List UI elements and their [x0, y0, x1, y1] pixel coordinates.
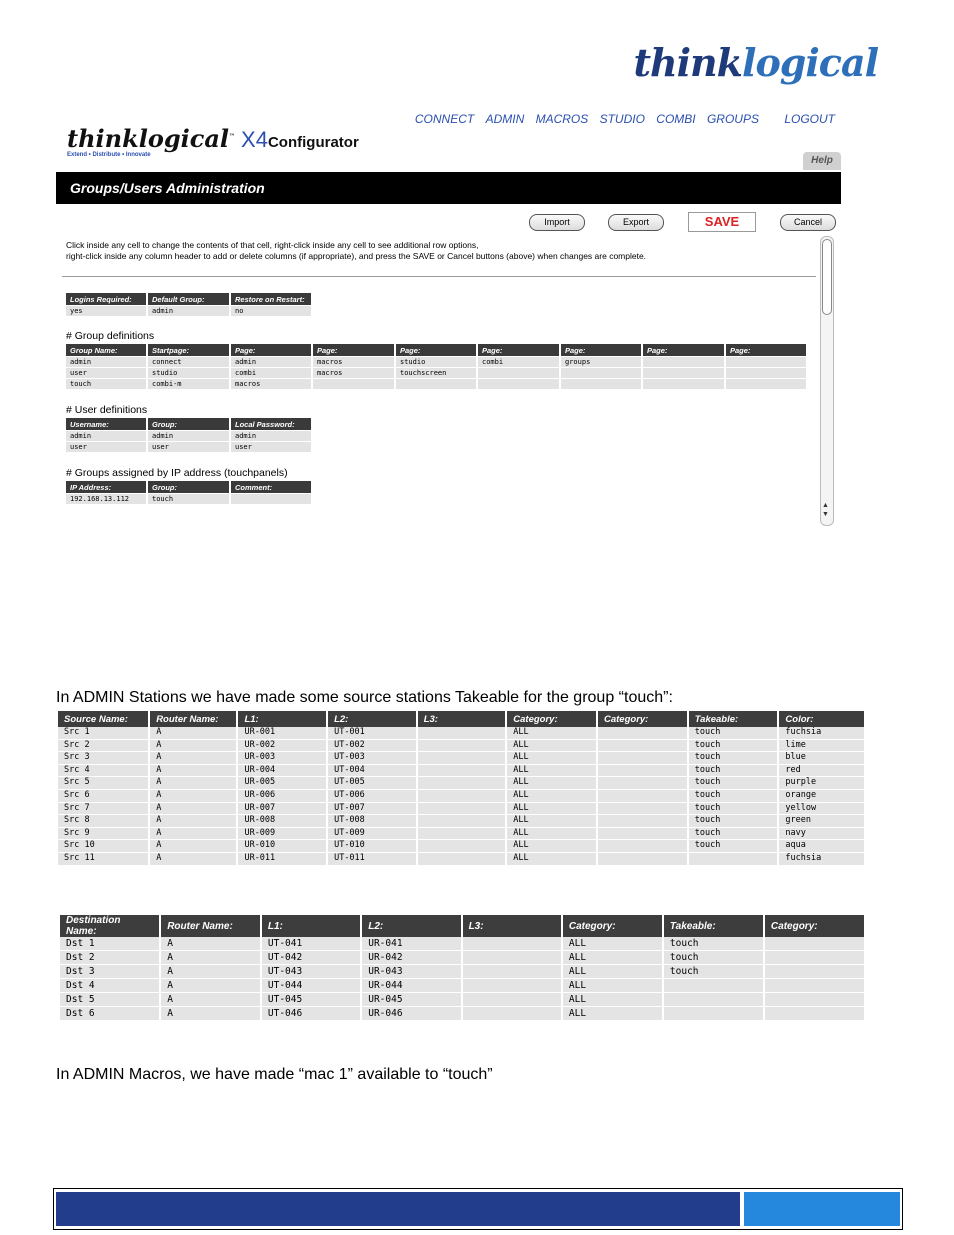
table-cell[interactable]: touch: [689, 840, 778, 853]
column-header[interactable]: Takeable:: [689, 711, 778, 727]
scrollbar-thumb[interactable]: [822, 239, 832, 315]
table-cell[interactable]: orange: [779, 790, 864, 803]
footer-right-block: [744, 1192, 900, 1226]
table-cell[interactable]: [765, 937, 864, 951]
table-cell[interactable]: UR-046: [362, 1007, 460, 1021]
table-cell[interactable]: [418, 777, 506, 790]
column-header[interactable]: Comment:: [231, 481, 311, 493]
table-cell[interactable]: ALL: [507, 815, 596, 828]
table-cell[interactable]: A: [150, 815, 236, 828]
table-cell[interactable]: touch: [689, 790, 778, 803]
table-row: [58, 815, 864, 828]
table-cell[interactable]: green: [779, 815, 864, 828]
column-header[interactable]: Group:: [148, 481, 229, 493]
table-cell[interactable]: [598, 765, 687, 778]
table-cell[interactable]: touchscreen: [396, 368, 476, 378]
table-cell[interactable]: [598, 815, 687, 828]
table-cell[interactable]: studio: [396, 357, 476, 367]
table-row: [58, 853, 864, 866]
table-cell[interactable]: admin: [148, 306, 229, 316]
column-header[interactable]: Default Group:: [148, 293, 229, 305]
table-cell[interactable]: UR-003: [238, 752, 326, 765]
table-cell[interactable]: [463, 937, 561, 951]
table-cell[interactable]: Dst 5: [60, 993, 159, 1007]
table-cell[interactable]: touch: [664, 965, 763, 979]
table-row: [58, 765, 864, 778]
column-header[interactable]: Page:: [561, 344, 641, 356]
table-cell[interactable]: ALL: [563, 979, 662, 993]
table-cell[interactable]: [598, 752, 687, 765]
table-cell[interactable]: A: [150, 765, 236, 778]
table-cell[interactable]: touch: [664, 951, 763, 965]
column-header[interactable]: Router Name:: [161, 915, 260, 937]
table-cell[interactable]: UR-010: [238, 840, 326, 853]
table-row: [58, 828, 864, 841]
app-logo: thinklogical™ X4Configurator: [67, 124, 359, 153]
table-cell[interactable]: [726, 357, 806, 367]
table-row: [58, 740, 864, 753]
table-cell[interactable]: A: [161, 979, 260, 993]
column-header[interactable]: L1:: [262, 915, 360, 937]
table-cell[interactable]: Dst 1: [60, 937, 159, 951]
table-cell[interactable]: Dst 2: [60, 951, 159, 965]
column-header[interactable]: L2:: [328, 711, 416, 727]
table-cell[interactable]: user: [66, 368, 146, 378]
table-cell[interactable]: Dst 4: [60, 979, 159, 993]
table-cell[interactable]: UT-007: [328, 803, 416, 816]
column-header[interactable]: Category:: [598, 711, 687, 727]
table-cell[interactable]: UT-004: [328, 765, 416, 778]
column-header[interactable]: L3:: [418, 711, 506, 727]
table-cell[interactable]: [598, 803, 687, 816]
table-cell[interactable]: touch: [689, 752, 778, 765]
column-header[interactable]: Category:: [765, 915, 864, 937]
paragraph-macros: In ADMIN Macros, we have made “mac 1” available to “touch”: [56, 1066, 493, 1083]
column-header[interactable]: Restore on Restart:: [231, 293, 311, 305]
table-cell[interactable]: [418, 815, 506, 828]
table-cell[interactable]: [463, 979, 561, 993]
instructions: [66, 240, 806, 262]
table-cell[interactable]: Src 7: [58, 803, 148, 816]
column-header[interactable]: Startpage:: [148, 344, 229, 356]
table-cell[interactable]: A: [161, 993, 260, 1007]
table-cell[interactable]: UR-044: [362, 979, 460, 993]
table-cell[interactable]: [598, 727, 687, 740]
table-cell[interactable]: [726, 379, 806, 389]
table-cell[interactable]: UT-046: [262, 1007, 360, 1021]
table-cell[interactable]: admin: [148, 431, 229, 441]
table-cell[interactable]: Src 4: [58, 765, 148, 778]
table-cell[interactable]: [765, 965, 864, 979]
table-cell[interactable]: groups: [561, 357, 641, 367]
table-row: [60, 993, 864, 1007]
table-row: [60, 937, 864, 951]
table-cell[interactable]: ALL: [507, 828, 596, 841]
table-row: [58, 727, 864, 740]
app-tagline: Extend • Distribute • Innovate: [67, 152, 151, 158]
table-cell[interactable]: Src 3: [58, 752, 148, 765]
table-row: [66, 379, 806, 389]
column-header[interactable]: Page:: [726, 344, 806, 356]
table-cell[interactable]: Dst 6: [60, 1007, 159, 1021]
table-header-row: [66, 418, 311, 430]
instructions-line-1: Click inside any cell to change the contents of that cell, right-click inside any cell to see additional row options,: [66, 240, 479, 250]
table-row: [58, 803, 864, 816]
column-header[interactable]: Destination Name:: [60, 915, 159, 937]
table-cell[interactable]: [418, 790, 506, 803]
table-cell[interactable]: touch: [664, 937, 763, 951]
table-cell[interactable]: Src 11: [58, 853, 148, 866]
table-cell[interactable]: UR-043: [362, 965, 460, 979]
user-definitions-label: # User definitions: [66, 404, 148, 416]
destination-stations-table: [58, 915, 866, 1021]
cancel-button[interactable]: Cancel: [780, 214, 836, 231]
table-cell[interactable]: 192.168.13.112: [66, 494, 146, 504]
column-header[interactable]: L3:: [463, 915, 561, 937]
table-cell[interactable]: fuchsia: [779, 853, 864, 866]
table-cell[interactable]: aqua: [779, 840, 864, 853]
table-cell[interactable]: [313, 379, 394, 389]
table-header-row: [66, 293, 311, 305]
column-header[interactable]: Page:: [396, 344, 476, 356]
table-cell[interactable]: [664, 1007, 763, 1021]
table-cell[interactable]: [664, 979, 763, 993]
table-cell[interactable]: combi: [478, 357, 559, 367]
table-cell[interactable]: navy: [779, 828, 864, 841]
table-cell[interactable]: touch: [66, 379, 146, 389]
table-cell[interactable]: A: [161, 937, 260, 951]
table-cell[interactable]: user: [66, 442, 146, 452]
table-cell[interactable]: Src 8: [58, 815, 148, 828]
group-definitions-table: [64, 343, 808, 390]
table-cell[interactable]: admin: [231, 357, 311, 367]
table-row: [60, 1007, 864, 1021]
table-row: [66, 431, 311, 441]
table-cell[interactable]: [561, 379, 641, 389]
instructions-line-2: right-click inside any column header to add or delete columns (if appropriate), and press the SAVE or Cancel buttons (above) when changes are complete.: [66, 251, 647, 261]
table-cell[interactable]: ALL: [507, 853, 596, 866]
column-header[interactable]: L2:: [362, 915, 460, 937]
table-cell[interactable]: [598, 840, 687, 853]
table-cell[interactable]: Src 9: [58, 828, 148, 841]
table-cell[interactable]: UR-009: [238, 828, 326, 841]
table-cell[interactable]: UR-004: [238, 765, 326, 778]
table-cell[interactable]: user: [231, 442, 311, 452]
column-header[interactable]: Page:: [643, 344, 724, 356]
table-cell[interactable]: macros: [313, 368, 394, 378]
configurator-screenshot: [56, 106, 841, 536]
save-button[interactable]: SAVE: [688, 212, 756, 232]
table-cell[interactable]: Src 6: [58, 790, 148, 803]
group-definitions-label: # Group definitions: [66, 330, 155, 342]
table-cell[interactable]: ALL: [507, 752, 596, 765]
table-cell[interactable]: studio: [148, 368, 229, 378]
table-cell[interactable]: connect: [148, 357, 229, 367]
column-header[interactable]: Username:: [66, 418, 146, 430]
thinklogical-logo: thinklogical: [633, 40, 878, 85]
table-cell[interactable]: UR-042: [362, 951, 460, 965]
table-cell[interactable]: admin: [66, 431, 146, 441]
table-header-row: [66, 481, 311, 493]
table-cell[interactable]: [463, 965, 561, 979]
paragraph-stations: In ADMIN Stations we have made some source stations Takeable for the group “touch”:: [56, 689, 673, 706]
page-title: Groups/Users Administration: [56, 172, 841, 204]
export-button[interactable]: Export: [608, 214, 664, 231]
table-cell[interactable]: A: [161, 965, 260, 979]
table-cell[interactable]: UT-002: [328, 740, 416, 753]
table-cell[interactable]: [463, 951, 561, 965]
nav-combi[interactable]: COMBI: [656, 112, 696, 126]
scrollbar[interactable]: [820, 236, 834, 526]
table-cell[interactable]: UR-001: [238, 727, 326, 740]
table-cell[interactable]: ALL: [563, 965, 662, 979]
table-cell[interactable]: [561, 368, 641, 378]
column-header[interactable]: Takeable:: [664, 915, 763, 937]
table-cell[interactable]: touch: [689, 803, 778, 816]
table-cell[interactable]: A: [150, 740, 236, 753]
table-cell[interactable]: [231, 494, 311, 504]
table-cell[interactable]: [765, 1007, 864, 1021]
column-header[interactable]: Page:: [313, 344, 394, 356]
table-cell[interactable]: UT-010: [328, 840, 416, 853]
ip-groups-table: [64, 480, 313, 505]
table-cell[interactable]: UR-011: [238, 853, 326, 866]
nav-groups[interactable]: GROUPS: [706, 112, 759, 126]
table-cell[interactable]: [418, 727, 506, 740]
table-cell[interactable]: UR-045: [362, 993, 460, 1007]
table-cell[interactable]: UT-044: [262, 979, 360, 993]
table-cell[interactable]: UR-006: [238, 790, 326, 803]
table-cell[interactable]: admin: [66, 357, 146, 367]
table-cell[interactable]: UT-045: [262, 993, 360, 1007]
table-cell[interactable]: fuchsia: [779, 727, 864, 740]
table-cell[interactable]: touch: [689, 777, 778, 790]
table-cell[interactable]: [765, 993, 864, 1007]
table-row: [60, 965, 864, 979]
scroll-arrows[interactable]: ▲ ▼: [822, 502, 829, 518]
table-cell[interactable]: A: [150, 803, 236, 816]
column-header[interactable]: Group:: [148, 418, 229, 430]
table-cell[interactable]: [418, 765, 506, 778]
table-cell[interactable]: [643, 357, 724, 367]
table-row: [58, 752, 864, 765]
table-cell[interactable]: ALL: [507, 740, 596, 753]
help-tab[interactable]: Help: [803, 152, 841, 170]
table-cell[interactable]: [418, 740, 506, 753]
table-cell[interactable]: combi-m: [148, 379, 229, 389]
table-cell[interactable]: lime: [779, 740, 864, 753]
table-row: [58, 777, 864, 790]
column-header[interactable]: Group Name:: [66, 344, 146, 356]
table-cell[interactable]: [598, 740, 687, 753]
table-cell[interactable]: [463, 1007, 561, 1021]
table-cell[interactable]: ALL: [507, 790, 596, 803]
table-cell[interactable]: A: [150, 727, 236, 740]
table-cell[interactable]: touch: [689, 815, 778, 828]
divider: [62, 276, 816, 277]
table-cell[interactable]: touch: [689, 828, 778, 841]
table-cell[interactable]: A: [150, 840, 236, 853]
column-header[interactable]: Category:: [507, 711, 596, 727]
table-cell[interactable]: UT-042: [262, 951, 360, 965]
source-stations-table: [56, 711, 866, 866]
table-header-row: [66, 344, 806, 356]
table-cell[interactable]: yes: [66, 306, 146, 316]
table-cell[interactable]: [598, 790, 687, 803]
table-cell[interactable]: UR-008: [238, 815, 326, 828]
column-header[interactable]: Router Name:: [150, 711, 236, 727]
table-cell[interactable]: [643, 379, 724, 389]
settings-table: [64, 292, 313, 317]
nav-logout[interactable]: LOGOUT: [784, 112, 835, 126]
table-cell[interactable]: no: [231, 306, 311, 316]
import-button[interactable]: Import: [529, 214, 585, 231]
table-cell[interactable]: [418, 803, 506, 816]
table-row: [60, 951, 864, 965]
column-header[interactable]: Category:: [563, 915, 662, 937]
nav-admin[interactable]: ADMIN: [485, 112, 525, 126]
nav-macros[interactable]: MACROS: [535, 112, 589, 126]
table-cell[interactable]: A: [161, 951, 260, 965]
table-header-row: [60, 915, 864, 937]
table-cell[interactable]: UT-008: [328, 815, 416, 828]
table-cell[interactable]: [418, 752, 506, 765]
table-header-row: [58, 711, 864, 727]
table-cell[interactable]: UR-005: [238, 777, 326, 790]
table-cell[interactable]: UT-041: [262, 937, 360, 951]
table-cell[interactable]: UR-002: [238, 740, 326, 753]
footer-bar: [53, 1188, 903, 1230]
column-header[interactable]: Logins Required:: [66, 293, 146, 305]
table-cell[interactable]: [463, 993, 561, 1007]
table-cell[interactable]: [689, 853, 778, 866]
table-cell[interactable]: ALL: [507, 777, 596, 790]
table-cell[interactable]: UT-011: [328, 853, 416, 866]
table-cell[interactable]: UT-043: [262, 965, 360, 979]
table-cell[interactable]: blue: [779, 752, 864, 765]
table-cell[interactable]: red: [779, 765, 864, 778]
table-cell[interactable]: UR-041: [362, 937, 460, 951]
table-cell[interactable]: ALL: [563, 951, 662, 965]
table-cell[interactable]: [765, 951, 864, 965]
column-header[interactable]: Page:: [231, 344, 311, 356]
table-cell[interactable]: ALL: [563, 993, 662, 1007]
table-cell[interactable]: Src 2: [58, 740, 148, 753]
table-cell[interactable]: UR-007: [238, 803, 326, 816]
table-cell[interactable]: combi: [231, 368, 311, 378]
table-cell[interactable]: A: [150, 752, 236, 765]
table-cell[interactable]: ALL: [507, 765, 596, 778]
table-cell[interactable]: yellow: [779, 803, 864, 816]
table-cell[interactable]: [418, 853, 506, 866]
table-row: [66, 494, 311, 504]
user-definitions-table: [64, 417, 313, 453]
table-cell[interactable]: UT-001: [328, 727, 416, 740]
table-row: [58, 840, 864, 853]
table-cell[interactable]: Src 1: [58, 727, 148, 740]
table-row: [66, 306, 311, 316]
top-nav: [407, 112, 835, 126]
table-cell[interactable]: ALL: [563, 1007, 662, 1021]
table-cell[interactable]: ALL: [507, 727, 596, 740]
footer-left-block: [56, 1192, 740, 1226]
table-cell[interactable]: [598, 828, 687, 841]
table-cell[interactable]: [598, 853, 687, 866]
table-cell[interactable]: Src 10: [58, 840, 148, 853]
column-header[interactable]: Page:: [478, 344, 559, 356]
table-cell[interactable]: UT-006: [328, 790, 416, 803]
table-cell[interactable]: [418, 828, 506, 841]
column-header[interactable]: L1:: [238, 711, 326, 727]
table-cell[interactable]: UT-003: [328, 752, 416, 765]
table-cell[interactable]: macros: [313, 357, 394, 367]
table-cell[interactable]: ALL: [563, 937, 662, 951]
ip-groups-label: # Groups assigned by IP address (touchpanels): [66, 467, 288, 479]
table-cell[interactable]: Src 5: [58, 777, 148, 790]
column-header[interactable]: Color:: [779, 711, 864, 727]
table-cell[interactable]: touch: [689, 727, 778, 740]
table-cell[interactable]: macros: [231, 379, 311, 389]
table-cell[interactable]: Dst 3: [60, 965, 159, 979]
table-row: [60, 979, 864, 993]
table-cell[interactable]: [598, 777, 687, 790]
column-header[interactable]: Source Name:: [58, 711, 148, 727]
nav-connect[interactable]: CONNECT: [414, 112, 475, 126]
column-header[interactable]: IP Address:: [66, 481, 146, 493]
table-row: [66, 357, 806, 367]
table-cell[interactable]: [396, 379, 476, 389]
table-cell[interactable]: A: [150, 777, 236, 790]
table-cell[interactable]: touch: [148, 494, 229, 504]
table-cell[interactable]: ALL: [507, 803, 596, 816]
table-row: [66, 368, 806, 378]
table-cell[interactable]: touch: [689, 765, 778, 778]
table-cell[interactable]: [418, 840, 506, 853]
table-cell[interactable]: UT-009: [328, 828, 416, 841]
table-cell[interactable]: purple: [779, 777, 864, 790]
table-cell[interactable]: A: [150, 790, 236, 803]
table-cell[interactable]: A: [150, 853, 236, 866]
table-cell[interactable]: admin: [231, 431, 311, 441]
nav-studio[interactable]: STUDIO: [599, 112, 645, 126]
table-cell[interactable]: user: [148, 442, 229, 452]
table-cell[interactable]: [726, 368, 806, 378]
table-row: [58, 790, 864, 803]
table-cell[interactable]: touch: [689, 740, 778, 753]
table-cell[interactable]: [643, 368, 724, 378]
table-cell[interactable]: UT-005: [328, 777, 416, 790]
table-cell[interactable]: ALL: [507, 840, 596, 853]
table-cell[interactable]: [478, 379, 559, 389]
table-cell[interactable]: [765, 979, 864, 993]
column-header[interactable]: Local Password:: [231, 418, 311, 430]
table-cell[interactable]: [664, 993, 763, 1007]
table-cell[interactable]: [478, 368, 559, 378]
table-cell[interactable]: A: [150, 828, 236, 841]
table-row: [66, 442, 311, 452]
table-cell[interactable]: A: [161, 1007, 260, 1021]
